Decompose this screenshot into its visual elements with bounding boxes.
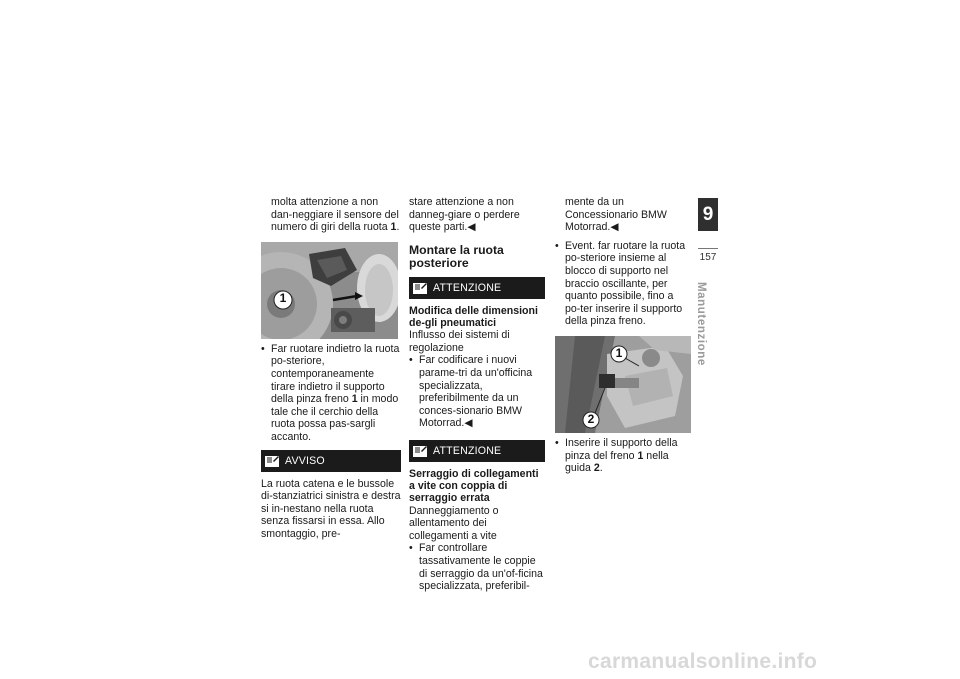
intro-end: .: [396, 221, 400, 234]
bullet-rotate-text-a: Far ruotare indietro la ruota po-steriore, contemporaneamente tirare indietro il supporto della pinza freno: [271, 342, 400, 406]
section-side-title: Manutenzione: [695, 282, 707, 366]
bullet-insert-ref-2: 2: [593, 462, 600, 475]
subheading-tyre-dimensions: Modifica delle dimensioni de-gli pneumatici: [409, 304, 538, 329]
bullet-rotate-ref: 1: [351, 393, 358, 406]
photo-callout-2: 2: [587, 411, 595, 426]
notice-avviso-text: La ruota catena e le bussole di-stanziatrici sinistra e destra si in-nestano nella ruota senza fissarsi in essa. Allo smontaggio, pre-: [261, 477, 401, 540]
photo-callout-1b: 1: [615, 345, 623, 360]
notice-avviso: [261, 450, 401, 472]
bullet-coding-text: Far codificare i nuovi parame-tri da un'officina specializzata, preferibilmente da un conces-sionario BMW Motorrad.: [419, 354, 533, 430]
tyre-dimensions-text: Influsso dei sistemi di regolazione: [409, 329, 510, 354]
watermark: carmanualsonline.info: [588, 650, 818, 673]
manual-book-icon: [412, 443, 428, 459]
column-1: [261, 196, 401, 541]
notice-attenzione-2-label: ATTENZIONE: [433, 444, 502, 457]
section-heading: Montare la ruota posteriore: [409, 242, 504, 271]
end-mark: ◀: [610, 221, 619, 234]
bullet-rotate-wheel: [261, 343, 401, 444]
bullet-insert-support: [555, 437, 691, 475]
photo-callout-1: 1: [279, 290, 287, 305]
continued-text: stare attenzione a non danneg-giare o perdere queste parti.: [409, 196, 520, 234]
photo-brake-caliper-removal: [261, 242, 398, 339]
bullet-insert-text-b: nella guida: [565, 449, 669, 475]
continued-paragraph-3: [555, 196, 691, 234]
notice-attenzione-1-label: ATTENZIONE: [433, 281, 502, 294]
manual-book-icon: [412, 280, 428, 296]
intro-ref: 1: [390, 221, 397, 234]
page-divider: [698, 248, 718, 249]
bullet-rotate-text-b: in modo tale che il cerchio della ruota possa pas-sargli accanto.: [271, 393, 399, 443]
continued-paragraph: [409, 196, 545, 234]
intro-paragraph: [261, 196, 401, 234]
photo-caliper-guide: [555, 336, 691, 433]
subheading-torque: Serraggio di collegamenti a vite con coppia di serraggio errata: [409, 467, 539, 505]
column-2: [409, 196, 545, 593]
bullet-torque-check: • Far controllare tassativamente le coppie di serraggio da un'of-ficina specializzata, preferibil-: [409, 542, 545, 592]
bullet-insert-text-c: .: [599, 462, 603, 475]
notice-attenzione-1: [409, 277, 545, 299]
page-number: 157: [699, 252, 717, 263]
notice-attenzione-2: [409, 440, 545, 462]
notice-avviso-label: AVVISO: [285, 454, 325, 467]
intro-text: molta attenzione a non dan-neggiare il sensore del numero di giri della ruota: [271, 196, 399, 234]
end-mark: ◀: [467, 221, 476, 234]
chapter-number: 9: [698, 198, 718, 231]
bullet-coding: [409, 354, 545, 430]
column-3: [555, 196, 691, 475]
torque-text: Danneggiamento o allentamento dei collegamenti a vite: [409, 504, 499, 542]
end-mark: ◀: [464, 417, 473, 430]
manual-book-icon: [264, 453, 280, 469]
continued-text-3: mente da un Concessionario BMW Motorrad.: [565, 196, 667, 234]
bullet-insert-ref-1: 1: [637, 449, 644, 462]
bullet-insert-text-a: Inserire il supporto della pinza del freno: [565, 436, 678, 462]
bullet-rotate-swingarm: • Event. far ruotare la ruota po-steriore insieme al blocco di supporto nel braccio oscillante, per quanto possibile, fino a po-ter inserire il supporto della pinza freno.: [555, 240, 691, 328]
